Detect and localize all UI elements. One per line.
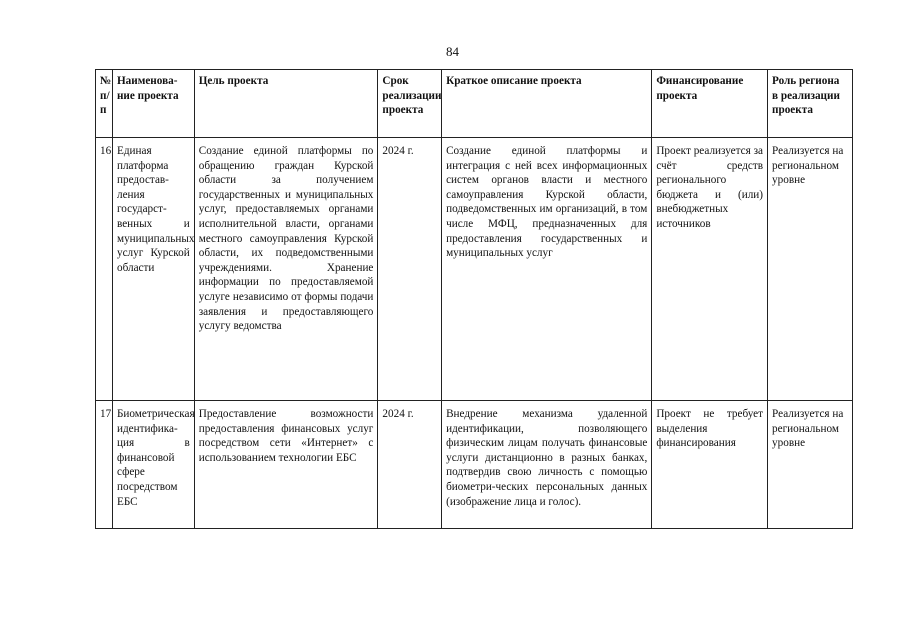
cell-region-role: Реализуется на региональном уровне	[768, 401, 853, 529]
cell-project-name: Биометрическая идентифика-ция в финансовой сфере посредством ЕБС	[112, 401, 194, 529]
table-row	[96, 401, 853, 529]
table-row	[96, 138, 853, 401]
page-number: 84	[446, 44, 459, 59]
header-region-role: Роль региона в реализации проекта	[768, 70, 853, 138]
cell-term: 2024 г.	[378, 138, 442, 401]
cell-description: Создание единой платформы и интеграция с ней всех информационных систем органов власти и местного самоуправления Курской области, подведомственных им организаций, в том числе МФЦ, предназначенных для предоставления государственных и муниципальных услуг	[442, 138, 652, 401]
cell-project-goal: Предоставление возможности предоставления финансовых услуг посредством сети «Интернет» с использованием технологии ЕБС	[194, 401, 378, 529]
cell-financing: Проект реализуется за счёт средств регионального бюджета и (или) внебюджетных источников	[652, 138, 768, 401]
cell-project-name: Единая платформа предостав-ления государст-венных и муниципальных услуг Курской области	[112, 138, 194, 401]
cell-term: 2024 г.	[378, 401, 442, 529]
cell-region-role: Реализуется на региональном уровне	[768, 138, 853, 401]
cell-number: 16	[96, 138, 113, 401]
header-financing: Финансирование проекта	[652, 70, 768, 138]
header-project-name: Наименова-ние проекта	[112, 70, 194, 138]
cell-number: 17	[96, 401, 113, 529]
header-project-goal: Цель проекта	[194, 70, 378, 138]
header-number: № п/п	[96, 70, 113, 138]
table-header-row	[96, 70, 853, 138]
cell-project-goal: Создание единой платформы по обращению граждан Курской области за получением государственных и муниципальных услуг, предоставляемых органами исполнительной власти, органами местного самоуправления Курской области, их подведомственными учреждениями. Хранение информации по предоставляемой услуге независимо от формы подачи заявления и предоставляющего услугу ведомства	[194, 138, 378, 401]
cell-description: Внедрение механизма удаленной идентификации, позволяющего физическим лицам получать финансовые услуги дистанционно в разных банках, подтвердив свою личность с помощью биометри-ческих персональных данных (изображение лица и голос).	[442, 401, 652, 529]
cell-financing: Проект не требует выделения финансирования	[652, 401, 768, 529]
projects-table	[95, 69, 853, 529]
header-term: Срок реализации проекта	[378, 70, 442, 138]
header-description: Краткое описание проекта	[442, 70, 652, 138]
